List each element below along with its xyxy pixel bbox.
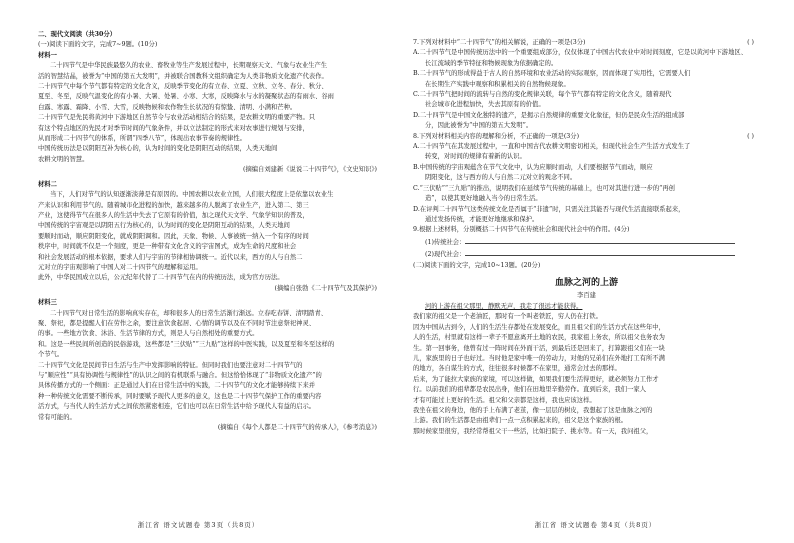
paragraph-line: 二十四节气是先民将黄河中下游地区自然节令与农业活动相结合的结果，是农耕文明的重要产物。只 [38, 114, 316, 122]
material1-label: 材料一 [38, 51, 57, 59]
paragraph-line: 中国传统历法是以阴阳互补为核心的，认为时间的变化是阴阳互动的结果，人类天地间 [38, 145, 278, 153]
section-heading: 二、现代文阅读（共30分） [38, 31, 117, 38]
paragraph-line: 具体传播方式的一个侧面：正是通过人们在日常生活中的实践，二十四节气的文化才能够持续下来并 [38, 382, 316, 390]
story-line: 行。以前我们的祖辈都是农民出身，他们在田地里辛勤劳作。直到后来，我们一家人 [413, 386, 646, 394]
paragraph-line: 有这个特点地区的先民才对季节时间的气象条件，并以立法制定的形式来对农事进行规划与安排， [38, 124, 309, 132]
story-line: 因为中国从古到今，人们的生活生存都处在发展变化，而且祖父们的生活方式在这些年中， [413, 323, 665, 331]
paragraph-line: 农耕文明的智慧。 [38, 155, 89, 163]
question-8-text: 8.下列对材料相关内容的理解和分析，不正确的一项是(3分) [413, 132, 580, 140]
question-7-answer-paren: ( ) [747, 39, 754, 46]
story-line: 那时候家里很穷，我经常帮祖父干一些活，比如扫院子、挑水等。有一天，我问祖父， [413, 427, 653, 435]
material2-body [38, 190, 383, 284]
paragraph-line: 夏至、冬至，反映气温变化的有小暑、大暑、处暑、小寒、大寒，反映降水与水的凝聚状态的有雨水、谷雨 [38, 93, 334, 101]
option-line: 转变，对时间的规律有着新的认识。 [425, 153, 526, 161]
question-8-stem [413, 132, 760, 142]
paragraph-line: 和社会发展活动的根本依据，要求人们与宇宙的节律相协调统一。近代以来，西方的人与自然二 [38, 253, 303, 261]
paragraph-line: 聚、祭祀，都是提醒人们在劳作之余，要注意饮食起居、心情的调节以及在不同时节注意祭祀神灵、 [38, 319, 316, 327]
option-line: C.二十四节气把时间的流转与自然的变化规律关联，每个节气都有特定的文化含义，随着现代 [413, 91, 672, 99]
option-line: B.二十四节气的形成得益于古人的自然环境和农业活动的实际观察，因而体现了实用性，它需要人们 [413, 70, 691, 78]
option-line: 阴阳变化，这与西方的人与自然二元对立的观念不同。 [425, 174, 577, 182]
option-line: 分，因此被誉为“中国的第五大发明”。 [425, 122, 533, 130]
story-line: 河的上游在祖父那里，静默无声，我走了很远才能获得。 [425, 302, 583, 310]
paragraph-line: 白露、寒露、霜降、小雪、大雪，反映物候和农作物生长状况的有惊蛰、清明、小满和芒种。 [38, 103, 297, 111]
paragraph-line: 个节气。 [38, 351, 64, 359]
paragraph-line: 二十四节气文化是民间节日生活与生产中发挥影响的特征。但同时我们也要注意对二十四节气的 [38, 361, 303, 369]
answer-line-1[interactable] [465, 236, 735, 244]
story-title: 血脉之河的上游 [554, 277, 618, 288]
paragraph-line: 产来认识和利用节气的。随着城市化进程的加快，越来越多的人脱离了农业生产，进入第二、第三 [38, 201, 309, 209]
question-9-stem: 9.根据上述材料，分别概括二十四节气在传统社会和现代社会中的作用。(4分) [413, 226, 630, 234]
story-line: 后来，为了能拉大家族的家境，可以这样做，如果我们要生活得更好，就必须努力工作才 [413, 375, 659, 383]
page-footer-left: 浙江省 语文试题卷 第3页（共8页） [137, 521, 260, 529]
story-line: 我坐在祖父的身边，他的手上布满了老茧，像一层层的树皮，我想起了这是血脉之河的 [413, 407, 653, 414]
answer-line-2[interactable] [465, 248, 735, 256]
question-7-text: 7.下列对材料中“二十四节气”的相关解说，正确的一项是(3分) [413, 39, 586, 46]
paragraph-line: 二十四节气中每个节气都有特定的文化含义，反映季节变化的有立春、立夏、立秋、立冬、春分、秋分、 [38, 83, 328, 91]
option-line: 长江流域的季节特征和物候现象为依据确定的。 [425, 59, 558, 67]
story-line: 生。第一回事务，他曾有过一阵时间在外面干活，到最后还是回来了，打算跟祖父们在一块 [413, 344, 665, 352]
story-author: 李百建 [577, 291, 596, 299]
question-8-options [413, 142, 760, 225]
paragraph-line: 中国传统的宇宙观是以阴阳五行为核心的，认为时间的变化是阴阳互动的结果，人类天地间 [38, 222, 290, 230]
paragraph-line: 活的智慧结晶，被誉为“中国的第五大发明”，并被联合国教科文组织确定为人类非物质文化遗产代表作。 [38, 72, 328, 80]
paragraph-line: 活方式，与当代人的生活方式之间依然紧密相连，它们也可以在日常生活中给予现代人有益的启示。 [38, 403, 316, 411]
part2-instruction: (二)阅读下面的文字，完成10~13题。(20分) [413, 261, 541, 269]
question-9-part2 [413, 248, 760, 260]
material3-body [38, 309, 383, 423]
paragraph-line: 当下，人们对节气的认知逐渐淡薄是有原因的。中国农耕以农业立国，人们很大程度上是依靠以农业生 [50, 191, 334, 199]
question-7-options [413, 48, 760, 131]
story-body [413, 302, 760, 437]
material2-source: (摘编自张勃《二十四节气及其保护》) [274, 284, 377, 292]
question-8-answer-paren: ( ) [747, 132, 754, 140]
story-line: 我们家的祖父是一个老油匠，那时有一个叫老铁匠，穷人仍在打铁。 [413, 313, 602, 321]
paragraph-line: 秩序中，时间就不仅是一个刻度，更是一种带有文化含义的宇宙图式，成为生命的尺度和社会 [38, 243, 297, 251]
material2-label: 材料二 [38, 180, 57, 188]
story-line: 上游。我们的生活都是由祖辈们一点一点积累起来的，祖父是这个家族的根。 [413, 417, 628, 425]
page-footer-right: 浙江省 语文试题卷 第4页（共8页） [534, 521, 657, 529]
option-line: A.二十四节气是中国传统历法中的一个重要组成部分，仅仅体现了中国古代农业中对时间刻度，它是以黄河中下游地区、 [413, 49, 747, 57]
part1-instruction: (一)阅读下面的文字，完成7~9题。(10分) [38, 41, 158, 49]
paragraph-line: 产业，这使得节气在很多人的生活中失去了它原有的价值，加之现代天文学、气象学知识的普及， [38, 211, 309, 219]
paragraph-line: 和。这是一些民间所创造的民俗游戏，这些都是“三伏贴”“三九贴”这样的中医实践，以及夏至和冬至这样的 [38, 340, 335, 348]
paragraph-line: 二十四节气是中华民族最悠久的农业、畜牧业等生产发展过程中，长期观察天文、气象与农业生产生 [50, 62, 328, 70]
option-line: D.二十四节气是中国文化独特的遗产，是揭示自然规律的重要文化象征，但仍是民众生活的组成部 [413, 111, 685, 119]
paragraph-line: 与“顺应性”“具有协调性与规律性”的认识之间的有机联系与融合。但这恰恰体现了“非物质文化遗产”的 [38, 372, 322, 379]
story-line: 的地方，各自谋生的方式，往往很多时候都不在家里，通常会过去的那样。 [413, 365, 621, 373]
story-line: 人的生活，村里就有这样一辈子不愿意离开土地的农民，我家祖上务农，所以祖父也务农为 [413, 334, 665, 342]
material3-source: (摘编自《每个人都是二十四节气的传承人》，《参考消息》) [217, 424, 377, 432]
story-line: 才有可能过上更好的生活。祖父和父亲都是这样，我也应该这样。 [413, 396, 596, 404]
option-line: A.二十四节气在其发展过程中，一直和中国古代农耕文明密切相关，但现代社会生产生活方式发生了 [413, 143, 691, 151]
material1-source: (摘编自刘建新《说说二十四节气》，《文史知识》) [243, 166, 377, 174]
paragraph-line: 元对立的宇宙观影响了中国人对二十四节气的理解和运用。 [38, 263, 202, 271]
paragraph-line: 常有可能的。 [38, 413, 76, 421]
option-line: B.中国传统的宇宙观蕴含在节气文化中，认为应顺时而动，人们要根据节气而动，顺应 [413, 163, 653, 171]
option-line: C.“三伏贴”“三九贴”的推出，说明我们在延续节气传统的基础上，也可对其进行进一步的“再创 [413, 184, 675, 192]
material3-label: 材料三 [38, 299, 57, 307]
material1-body [38, 61, 383, 165]
option-line: 通过发扬传统，才能更好地继承和保护。 [425, 215, 539, 223]
option-line: 社会城市化进程加快，失去其原有的价值。 [425, 101, 545, 109]
paragraph-line: 的事。一些地方饮食、沐浴、生活节律的方式，则是人与自然相处的重要方式。 [38, 330, 259, 338]
question-7-stem [413, 38, 760, 48]
story-line: 儿，家族里的日子也好过。当时他是家中唯一的劳动力，对他的兄弟们在外地打工有所不满 [413, 354, 665, 362]
option-line: 在长期生产实践中观察和积累相关的自然物候现象。 [425, 80, 570, 88]
paragraph-line: 种一种传统文化需要不断传承，同时要赋予现代人更多的意义，这也是二十四节气保护工作的重要内容 [38, 392, 322, 400]
right-page [397, 0, 794, 543]
question-9-part1-label: (1)传统社会： [425, 238, 466, 246]
option-line: D.在评判二十四节气这类传统文化是否属于“非遗”时，只需关注其能否与现代生活直接联系起来， [413, 205, 685, 213]
question-9-part1 [413, 236, 760, 248]
paragraph-line: 要顺时而动，顺应阴阳变化，就成阴阳调和。因此，天象、物候、人事被统一纳入一个有序的时间 [38, 232, 309, 240]
paragraph-line: 二十四节气对日常生活的影响真实存在，却和很多人的日常生活渐行渐远。立春吃春饼、清明踏青、 [50, 309, 328, 317]
paragraph-line: 从而形成二十四节气的体系，所谓“四季八节”，体现出农事节奏的规律性。 [38, 135, 246, 143]
question-9-part2-label: (2)现代社会： [425, 251, 466, 259]
paragraph-line: 此外，中华民国成立以后，公元纪年代替了二十四节气在内的传统历法，成为官方历法。 [38, 274, 284, 282]
option-line: 造”，以使其更好地融入当今的日常生活。 [425, 195, 542, 203]
